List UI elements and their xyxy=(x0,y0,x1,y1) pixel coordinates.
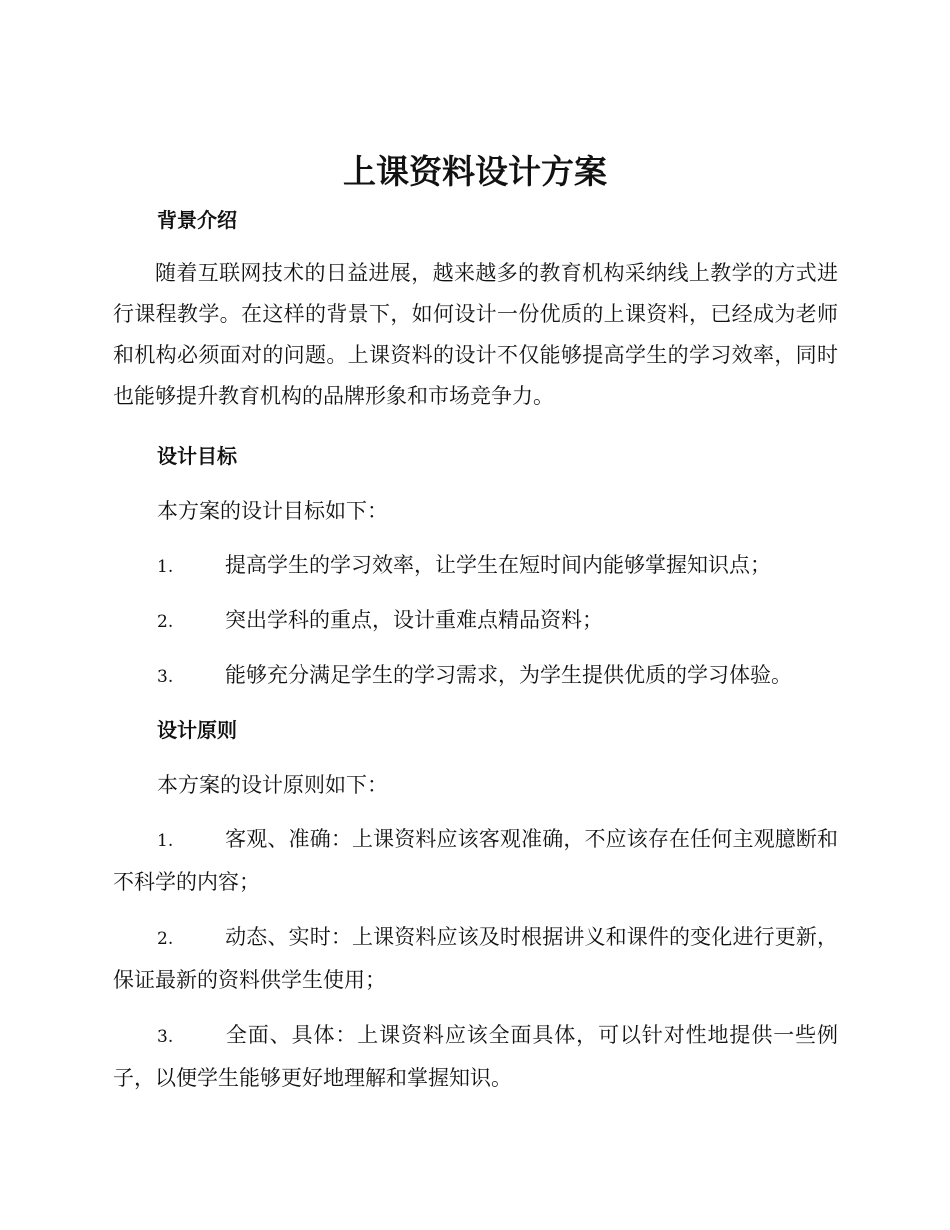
document-title: 上课资料设计方案 xyxy=(343,152,607,191)
principle-item-3 xyxy=(113,1015,838,1099)
goal-item-number: 3. xyxy=(157,667,174,687)
section-heading-goals: 设计目标 xyxy=(157,444,237,468)
principle-item-text: 动态、实时：上课资料应该及时根据讲义和课件的变化进行更新，保证最新的资料供学生使用； xyxy=(113,925,838,992)
goal-item-number: 1. xyxy=(157,557,174,577)
goal-item-1 xyxy=(113,545,838,588)
goal-item-text: 提高学生的学习效率，让学生在短时间内能够掌握知识点； xyxy=(225,553,771,577)
goal-item-text: 突出学科的重点，设计重难点精品资料； xyxy=(225,608,603,632)
principles-intro: 本方案的设计原则如下： xyxy=(157,773,388,797)
principle-item-number: 1. xyxy=(157,831,174,851)
principle-item-2 xyxy=(113,917,838,1001)
goal-item-number: 2. xyxy=(157,612,174,632)
principle-item-text: 全面、具体：上课资料应该全面具体，可以针对性地提供一些例子，以便学生能够更好地理解和掌握知识。 xyxy=(113,1023,838,1090)
background-paragraph: 随着互联网技术的日益进展，越来越多的教育机构采纳线上教学的方式进行课程教学。在这样的背景下，如何设计一份优质的上课资料，已经成为老师和机构必须面对的问题。上课资料的设计不仅能够提高学生的学习效率，同时也能够提升教育机构的品牌形象和市场竞争力。 xyxy=(113,261,838,408)
section-heading-principles: 设计原则 xyxy=(157,718,237,742)
goal-item-2 xyxy=(113,600,838,643)
principle-item-1 xyxy=(113,819,838,903)
goal-item-3 xyxy=(113,655,838,698)
goal-item-text: 能够充分满足学生的学习需求，为学生提供优质的学习体验。 xyxy=(225,663,792,687)
principle-item-number: 3. xyxy=(157,1027,174,1047)
principle-item-text: 客观、准确：上课资料应该客观准确，不应该存在任何主观臆断和不科学的内容； xyxy=(113,827,838,894)
principle-item-number: 2. xyxy=(157,929,174,949)
goals-intro: 本方案的设计目标如下： xyxy=(157,499,388,523)
section-heading-background: 背景介绍 xyxy=(157,208,237,232)
